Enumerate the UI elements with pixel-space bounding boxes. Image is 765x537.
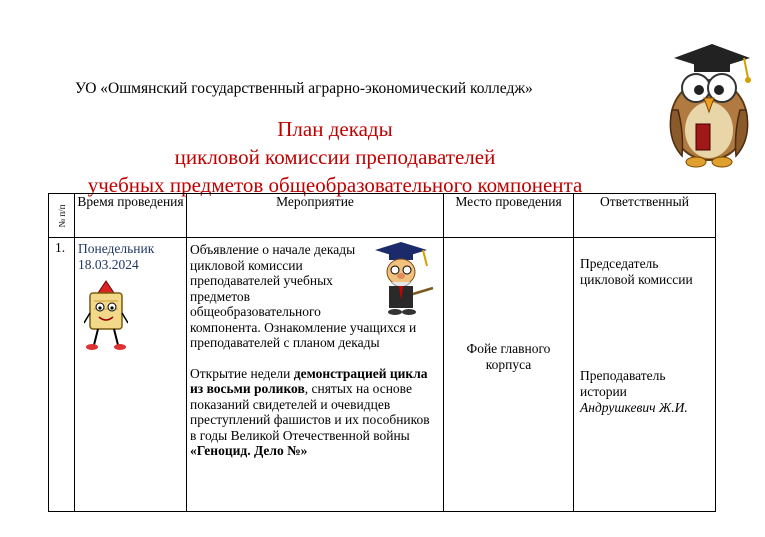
owl-professor-icon: [664, 38, 754, 170]
responsible-2-name: Андрушкевич Ж.И.: [580, 400, 688, 415]
row-date: 18.03.2024: [78, 257, 139, 272]
plan-title-line-1: План декады: [277, 117, 393, 141]
plan-table: [48, 193, 716, 512]
column-header-number: № п/п: [49, 194, 75, 238]
table-header-row: [49, 194, 716, 238]
column-header-time: Время проведения: [75, 194, 187, 238]
table-row: [49, 238, 716, 512]
plan-title-line-2: цикловой комиссии преподавателей: [174, 145, 496, 169]
row-day: Понедельник: [78, 241, 155, 256]
event-paragraph-1: Объявление о начале декады цикловой комиссии преподавателей учебных предметов общеобразовательного компонента. Ознакомление учащихся и преподавателей с планом декады: [190, 242, 417, 350]
row-number: 1.: [49, 238, 75, 512]
row-time: [75, 238, 187, 512]
column-header-responsible: Ответственный: [574, 194, 716, 238]
pencil-character-icon: [84, 279, 128, 353]
event-paragraph-2: Открытие недели демонстрацией цикла из восьми роликов, снятых на основе показаний свидетелей и очевидцев преступлений фашистов и их пособников в годы Великой Отечественной войны «Геноцид. Дело №»: [190, 365, 430, 458]
plan-title-line-3: учебных предметов общеобразовательного компонента: [87, 173, 583, 197]
column-header-event: Мероприятие: [187, 194, 444, 238]
responsible-2: Преподаватель истории Андрушкевич Ж.И.: [580, 368, 688, 415]
column-header-place: Место проведения: [444, 194, 574, 238]
plan-title: [40, 115, 630, 199]
row-event: [187, 238, 444, 512]
row-responsible: [574, 238, 716, 512]
row-place: Фойе главного корпуса: [444, 238, 574, 512]
professor-character-icon: [365, 240, 435, 316]
institution-name: УО «Ошмянский государственный аграрно-экономический колледж»: [75, 80, 533, 97]
responsible-1: Председатель цикловой комиссии: [580, 256, 693, 287]
